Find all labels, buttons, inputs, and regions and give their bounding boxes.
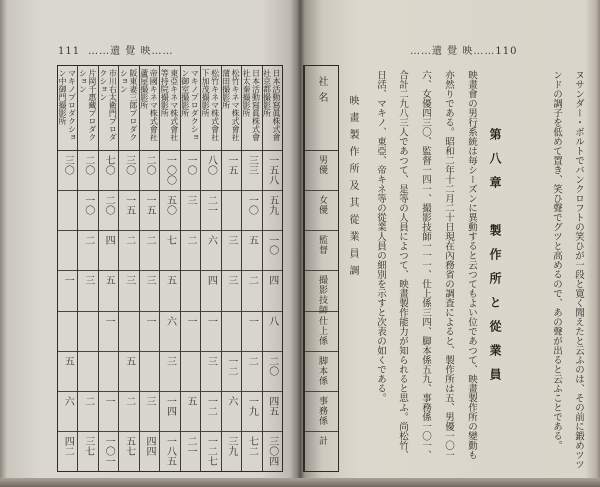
cell-value: 一 (62, 275, 74, 286)
page-number-right: 110 (495, 46, 518, 57)
table-cell (263, 432, 282, 471)
cell-value: 一四 (164, 395, 176, 416)
table-cell (78, 191, 97, 231)
cell-value: 七 (164, 235, 176, 246)
cell-value: 二 (82, 235, 94, 246)
cell-value: 三 (225, 235, 237, 246)
table-cell (222, 231, 241, 271)
table-cell (119, 231, 138, 271)
table-cell (263, 271, 282, 311)
table-cell (160, 392, 179, 432)
table-column-company (241, 66, 261, 471)
row-label-text: 撮影技師 (317, 275, 327, 316)
table-cell (119, 151, 138, 191)
table-cell (58, 392, 77, 432)
table-cell (99, 352, 118, 392)
table-cell (242, 231, 261, 271)
row-label-text: 事務係 (317, 395, 327, 426)
page-bottom-edge (0, 478, 600, 487)
cell-value: 二〇 (144, 155, 156, 175)
running-head-right (410, 42, 517, 57)
cell-value: 六 (62, 395, 74, 406)
table-cell (242, 151, 261, 191)
table-cell (160, 271, 179, 311)
table-cell (99, 271, 118, 311)
cell-value: 二 (246, 355, 258, 366)
table-row-label (305, 352, 338, 392)
cell-value: 一二 (225, 355, 237, 376)
cell-value: 四 (266, 275, 278, 286)
cell-value: 六 (205, 235, 217, 246)
cell-value: 一八五 (164, 435, 176, 466)
cell-value: 五 (123, 355, 135, 366)
table-cell (263, 231, 282, 271)
cell-value: 三 (184, 195, 196, 206)
cell-value: 三 (82, 275, 94, 286)
table-cell (99, 191, 118, 231)
table-cell (140, 271, 159, 311)
running-head-title-left: ……遺 覺 映…… (88, 46, 174, 57)
cell-value: 四 (103, 235, 115, 246)
company-name-header: 阪東妻三郎プロダクション (119, 66, 138, 151)
table-cell (99, 151, 118, 191)
cell-value: 一二 (205, 395, 217, 416)
cell-value: 三〇四 (266, 435, 278, 466)
cell-value: 二 (246, 275, 258, 286)
table-cell (78, 352, 97, 392)
table-cell (140, 231, 159, 271)
table-column-company (221, 66, 241, 471)
cell-value: 一五 (225, 155, 237, 175)
table-cell (140, 151, 159, 191)
table-cell (78, 271, 97, 311)
cell-value: 二 (144, 235, 156, 246)
table-cell (78, 432, 97, 471)
table-column-labels (305, 66, 338, 471)
cell-value: 五 (62, 355, 74, 366)
table-cell (263, 191, 282, 231)
table-cell (222, 312, 241, 352)
cell-value: 二一 (184, 435, 196, 456)
table-cell (181, 352, 200, 392)
table-cell (99, 392, 118, 432)
cell-value: 四四 (144, 435, 156, 456)
cell-value: 一 (184, 315, 196, 326)
cell-value: 五 (103, 275, 115, 286)
table-cell (222, 271, 241, 311)
cell-value: 一五八 (266, 155, 278, 185)
cell-value: 六 (225, 395, 237, 406)
table-cell (181, 231, 200, 271)
table-column-company (262, 66, 282, 471)
cell-value: 三 (164, 355, 176, 366)
table-cell (119, 271, 138, 311)
table-cell (160, 312, 179, 352)
cell-value: 五〇 (164, 195, 176, 216)
cell-value: 一〇一 (103, 435, 115, 466)
table-column-company (98, 66, 118, 471)
table-cell (242, 352, 261, 392)
table-corner-label: 社名 (305, 66, 338, 151)
table-cell (242, 432, 261, 471)
body-text-line: ヌサンダー・ボルトでバンクロフトの笑ひが一段と寛く聞えたと云ふのは、その前に鍛めツツ (573, 70, 584, 469)
cell-value: 四五 (266, 395, 278, 416)
staff-table-row-labels (303, 65, 339, 472)
table-cell (99, 231, 118, 271)
table-cell (58, 352, 77, 392)
table-column-company (180, 66, 200, 471)
cell-value: 一五 (123, 195, 135, 216)
table-cell (58, 271, 77, 311)
cell-value: 二 (184, 235, 196, 246)
cell-value: 一 (103, 395, 115, 406)
table-cell (242, 312, 261, 352)
table-cell (201, 231, 220, 271)
cell-value: 八 (266, 315, 278, 326)
table-cell (181, 432, 200, 471)
cell-value: 三 (205, 355, 217, 366)
body-text-line: ンドの調子を低めて置き、笑ひ聲でグツと高めるので、あの聲が出ると云ふことである。 (551, 70, 562, 450)
cell-value: 七〇 (103, 155, 115, 175)
table-cell (242, 392, 261, 432)
table-row-label (305, 151, 338, 191)
cell-value: 一 (205, 315, 217, 326)
table-cell (181, 392, 200, 432)
table-cell (140, 432, 159, 471)
table-cell (263, 392, 282, 432)
cell-value: 三九 (225, 435, 237, 456)
cell-value: 三 (144, 395, 156, 406)
cell-value: 一五 (144, 195, 156, 216)
cell-value: 一 (103, 315, 115, 326)
cell-value: 七二 (246, 435, 258, 456)
table-cell (201, 191, 220, 231)
table-title: 映畫製作所及其從業員調 (347, 95, 358, 282)
company-name-header: 片岡千惠藏プロダクション (78, 66, 97, 151)
cell-value: 一〇 (82, 195, 94, 216)
table-cell (119, 432, 138, 471)
cell-value: 一〇〇 (164, 155, 176, 185)
table-cell (201, 432, 220, 471)
cell-value: 三三 (246, 155, 258, 175)
table-column-company (139, 66, 159, 471)
table-cell (222, 392, 241, 432)
body-text-line: 日活、マキノ、東亞、帝キネ等の從業人員の細別を示すと次表の如くである。 (375, 70, 386, 403)
table-row-label (305, 271, 338, 316)
table-cell (263, 312, 282, 352)
table-cell (201, 392, 220, 432)
cell-value: 一九 (246, 395, 258, 416)
cell-value: 四二 (62, 435, 74, 456)
company-name-header: 日本活動寫眞株式會社京都撮影所 (263, 66, 282, 151)
table-cell (181, 191, 200, 231)
table-cell (242, 271, 261, 311)
cell-value: 三 (225, 275, 237, 286)
table-cell (222, 352, 241, 392)
table-cell (140, 352, 159, 392)
cell-value: 六 (164, 315, 176, 326)
row-label-text: 仕上係 (317, 315, 327, 346)
cell-value: 三〇 (123, 155, 135, 175)
table-cell (222, 191, 241, 231)
table-cell (78, 231, 97, 271)
row-label-text: 計 (317, 435, 327, 446)
body-text-line: 合計二九八三人であつて、是等の人員によつて、映畫製作能力が知られると思ふ。尚松竹、 (397, 70, 408, 460)
table-column-company (77, 66, 97, 471)
cell-value: 二 (82, 395, 94, 406)
table-cell (58, 312, 77, 352)
table-cell (181, 151, 200, 191)
table-cell (160, 191, 179, 231)
table-cell (99, 312, 118, 352)
table-cell (222, 151, 241, 191)
table-column-company (200, 66, 220, 471)
table-cell (263, 352, 282, 392)
cell-value: 三〇 (62, 155, 74, 175)
table-column-company (118, 66, 138, 471)
table-cell (201, 151, 220, 191)
table-cell (160, 231, 179, 271)
cell-value: 一〇 (266, 235, 278, 256)
cell-value: 一〇 (246, 195, 258, 216)
cell-value: 一〇 (184, 155, 196, 175)
table-column-company (159, 66, 179, 471)
cell-value: 二 (123, 395, 135, 406)
body-text-line: 亦然りである。昭和二年十二月二十日現在內務省の調査によると、製作所は五、男優一〇一 (443, 70, 454, 460)
table-cell (201, 352, 220, 392)
table-cell (58, 191, 77, 231)
table-cell (160, 432, 179, 471)
running-head-left (58, 42, 173, 57)
cell-value: 一 (144, 315, 156, 326)
cell-value: 五 (164, 275, 176, 286)
running-head-title-right: ……遺 覺 映…… (410, 46, 496, 57)
company-name-header: 帝國キネマ株式會社蘆屋撮影所 (140, 66, 159, 151)
table-cell (181, 271, 200, 311)
table-cell (78, 151, 97, 191)
table-cell (78, 312, 97, 352)
cell-value: 五七 (123, 435, 135, 456)
company-name-header: 東亞キネマ株式會社等持院撮影所 (160, 66, 179, 151)
row-label-text: 女優 (317, 195, 327, 216)
table-cell (78, 392, 97, 432)
cell-value: 三七 (82, 435, 94, 456)
cell-value: 二一 (205, 195, 217, 216)
table-cell (119, 392, 138, 432)
table-cell (119, 312, 138, 352)
chapter-heading: 第八章 製作所と從業員 (488, 128, 502, 392)
cell-value: 二〇 (82, 155, 94, 175)
cell-value: 三 (123, 275, 135, 286)
company-name-header: 市川右太衛門プロダクション (99, 66, 118, 151)
table-cell (140, 392, 159, 432)
table-row-label (305, 432, 338, 471)
table-cell (58, 151, 77, 191)
table-column-company (58, 66, 77, 471)
table-row-label (305, 312, 338, 352)
cell-value: 一 (246, 315, 258, 326)
table-cell (201, 271, 220, 311)
cell-value: 八〇 (205, 155, 217, 175)
table-cell (181, 312, 200, 352)
row-label-text: 脚本係 (317, 355, 327, 386)
table-cell (242, 191, 261, 231)
table-row-label (305, 191, 338, 231)
table-cell (263, 151, 282, 191)
cell-value: 三 (144, 275, 156, 286)
table-cell (140, 312, 159, 352)
company-name-header: 松竹キネマ株式會社下加茂撮影所 (201, 66, 220, 151)
table-row-label (305, 231, 338, 271)
cell-value: 四 (205, 275, 217, 286)
cell-value: 五九 (266, 195, 278, 216)
company-name-header: 松竹キネマ株式會社蒲田撮影所 (222, 66, 241, 151)
cell-value: 一二七 (205, 435, 217, 466)
table-cell (160, 151, 179, 191)
table-cell (160, 352, 179, 392)
cell-value: 二 (123, 235, 135, 246)
cell-value: 二〇 (103, 195, 115, 216)
table-cell (119, 191, 138, 231)
staff-table-companies (57, 65, 283, 472)
table-cell (58, 231, 77, 271)
company-name-header: マキノプロダクション中御門撮影所 (58, 66, 77, 151)
page-number-left: 111 (58, 46, 81, 57)
cell-value: 五 (246, 235, 258, 246)
table-cell (58, 432, 77, 471)
table-cell (201, 312, 220, 352)
row-label-text: 男優 (317, 155, 327, 175)
table-row-label (305, 392, 338, 432)
company-name-header: マキノプロダクション御室撮影所 (181, 66, 200, 151)
body-text-line: 六、女優四三〇、監督一四一、撮影技師一一一、仕上係三四、脚本係五九、事務係一〇一、 (420, 70, 431, 460)
cell-value: 五 (184, 395, 196, 406)
row-label-text: 監督 (317, 235, 327, 256)
cell-value: 二〇 (266, 355, 278, 376)
table-cell (222, 432, 241, 471)
company-name-header: 日本活動寫眞株式會社太秦撮影所 (242, 66, 261, 151)
table-cell (140, 191, 159, 231)
table-cell (99, 432, 118, 471)
body-text-line: 映畫會の男行系統は毎シーズンに異動すると云つてもよい位であつて、映畫製作所の變動も (466, 70, 477, 460)
table-cell (119, 352, 138, 392)
